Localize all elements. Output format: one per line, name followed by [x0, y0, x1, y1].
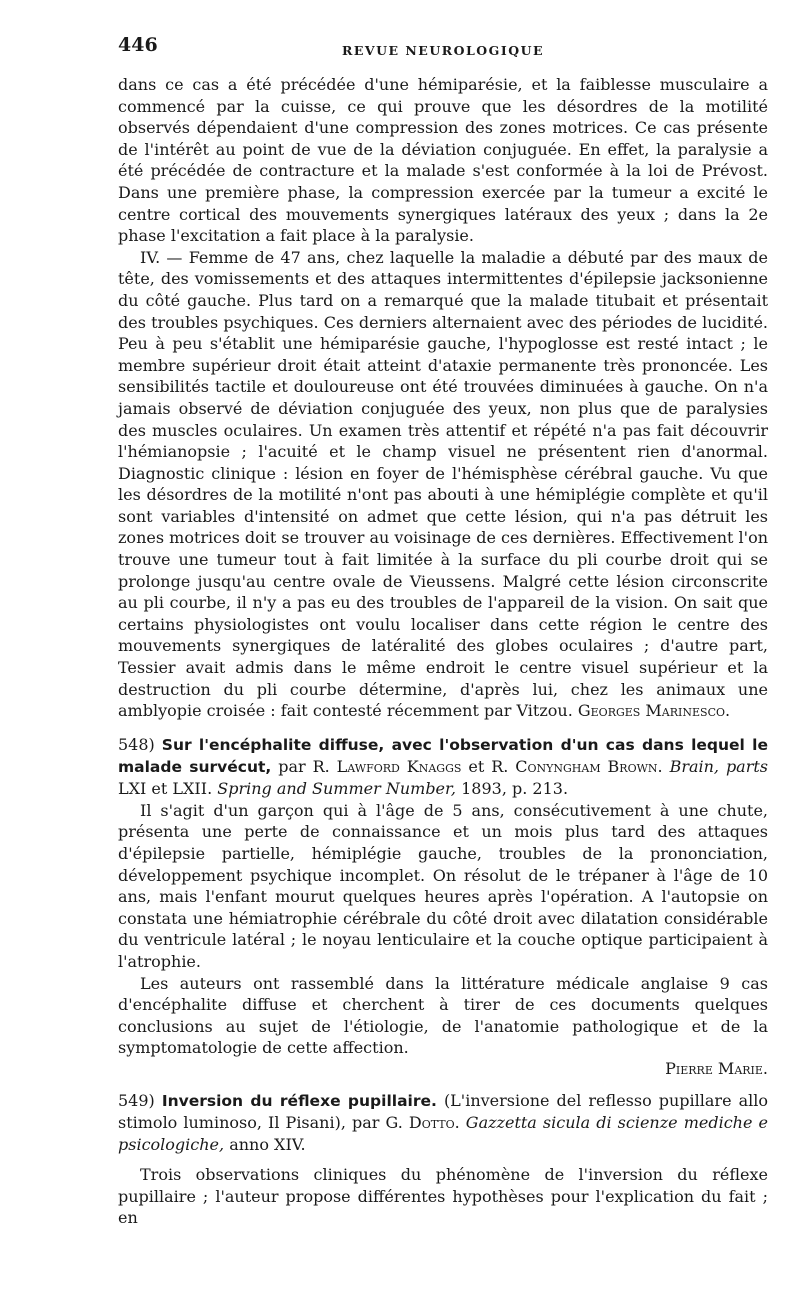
entry-548-author2: R. Conyngham Brown. — [491, 756, 663, 776]
case-iv-text: IV. — Femme de 47 ans, chez laquelle la maladie a débuté par des maux de tête, des vomissements et des attaques intermittentes d'épilepsie jacksonienne du côté gauche. Plus tard on a remarqué que la malade titubait et présentait des troubles psychiques. Ces derniers alternaient avec des périodes de lucidité. Peu à peu s'établit une hémiparésie gauche, l'hypoglosse est resté intact ; le membre supérieur droit était atteint d'ataxie permanente très prononcée. Les sensibilités tactile et douloureuse ont été trouvées diminuées à gauche. On n'a jamais observé de déviation conjuguée des yeux, non plus que de paralysies des muscles oculaires. Un examen très attentif et répété n'a pas fait découvrir l'hémianopsie ; l'acuité et le champ visuel ne présentent rien d'anormal. Diagnostic clinique : lésion en foyer de l'hémisphèse cérébral gauche. Vu que les désordres de la motilité n'ont pas abouti à une hémiplégie complète et qu'il sont variables d'intensité on admet que cette lésion, qui n'a pas détruit les zones motrices doit se trouver au voisinage de ces dernières. Effectivement l'on trouve une tumeur tout à fait limitée à la surface du pli courbe droit qui se prolonge jusqu'au centre ovale de Vieussens. Malgré cette lésion circonscrite au pli courbe, il n'y a pas eu des troubles de l'appareil de la vision. On sait que certains physiologistes ont voulu localiser dans cette région le centre des mouvements synergiques de latéralité des globes oculaires ; d'autre part, Tessier avait admis dans le même endroit le centre visuel supérieur et la destruction du pli courbe détermine, d'après lui, chez les animaux une amblyopie croisée : fait contesté récemment par Vitzou. — [118, 247, 768, 721]
entry-548-title: Sur l'encéphalite diffuse, avec l'observation d'un cas dans lequel le malade survécut, — [118, 735, 768, 776]
running-head: REVUE NEUROLOGIQUE — [341, 43, 545, 58]
entry-548 — [118, 734, 768, 1078]
entry-549-number: 549) — [118, 1090, 155, 1110]
entry-549-heading — [118, 1090, 768, 1156]
entry-549-year: anno XIV. — [229, 1134, 306, 1154]
signature-marie: Pierre Marie. — [665, 1058, 768, 1078]
entry-549-title: Inversion du réflexe pupillaire. — [161, 1091, 437, 1110]
paragraph-continued: dans ce cas a été précédée d'une hémiparésie, et la faiblesse musculaire a commencé par la cuisse, ce qui prouve que les désordres de la motilité observés dépendaient d'une compression des zones motrices. Ce cas présente de l'intérêt au point de vue de la déviation conjuguée. En effet, la paralysie a été précédée de contracture et la malade s'est conformée à la loi de Prévost. Dans une première phase, la compression exercée par la tumeur a excité le centre cortical des mouvements synergiques latéraux des yeux ; dans la 2e phase l'excitation a fait place à la paralysie. — [118, 75, 768, 246]
paragraph-case-iv — [118, 247, 768, 722]
entry-549-journal: Gazzetta sicula di scienze mediche e psicologiche, — [118, 1112, 768, 1154]
entry-549 — [118, 1090, 768, 1229]
entry-549-author: G. Dotto. — [385, 1112, 460, 1132]
entry-548-heading — [118, 734, 768, 800]
entry-548-issue: Spring and Summer Number, — [217, 778, 456, 798]
page-number: 446 — [118, 34, 158, 56]
entry-548-para2: Les auteurs ont rassemblé dans la littérature médicale anglaise 9 cas d'encéphalite diffuse et cherchent à tirer de ces documents quelques conclusions au sujet de l'étiologie, de l'anatomie pathologique et de la symptomatologie de cette affection. — [118, 973, 768, 1058]
entry-549-subtitle: (L'inversione del reflesso pupillare allo stimolo luminoso, Il Pisani), par — [118, 1090, 768, 1132]
entry-548-by: par — [278, 756, 306, 776]
signature-marinesco: Georges Marinesco. — [577, 701, 731, 721]
page-header — [118, 34, 768, 64]
entry-548-author1: R. Lawford Knaggs — [312, 756, 462, 776]
entry-548-year-page: 1893, p. 213. — [461, 778, 569, 798]
entry-548-parts: LXI et LXII. — [118, 778, 213, 798]
entry-548-para1: Il s'agit d'un garçon qui à l'âge de 5 ans, consécutivement à une chute, présenta une perte de connaissance et un mois plus tard des attaques d'épilepsie partielle, hémiplégie gauche, troubles de la prononciation, développement psychique incomplet. On résolut de le trépaner à l'âge de 10 ans, mais l'enfant mourut quelques heures après l'opération. A l'autopsie on constata une hémiatrophie cérébrale du côté droit avec dilatation considérable du ventricule latéral ; le noyau lenticulaire et la couche optique participaient à l'atrophie. — [118, 800, 768, 971]
body-text — [118, 74, 768, 1229]
entry-548-journal: Brain, parts — [669, 756, 769, 776]
entry-549-para1: Trois observations cliniques du phénomène de l'inversion du réflexe pupillaire ; l'auteur propose différentes hypothèses pour l'explication du fait ; en — [118, 1164, 768, 1228]
entry-548-number: 548) — [118, 734, 155, 754]
entry-548-and: et — [468, 756, 485, 776]
